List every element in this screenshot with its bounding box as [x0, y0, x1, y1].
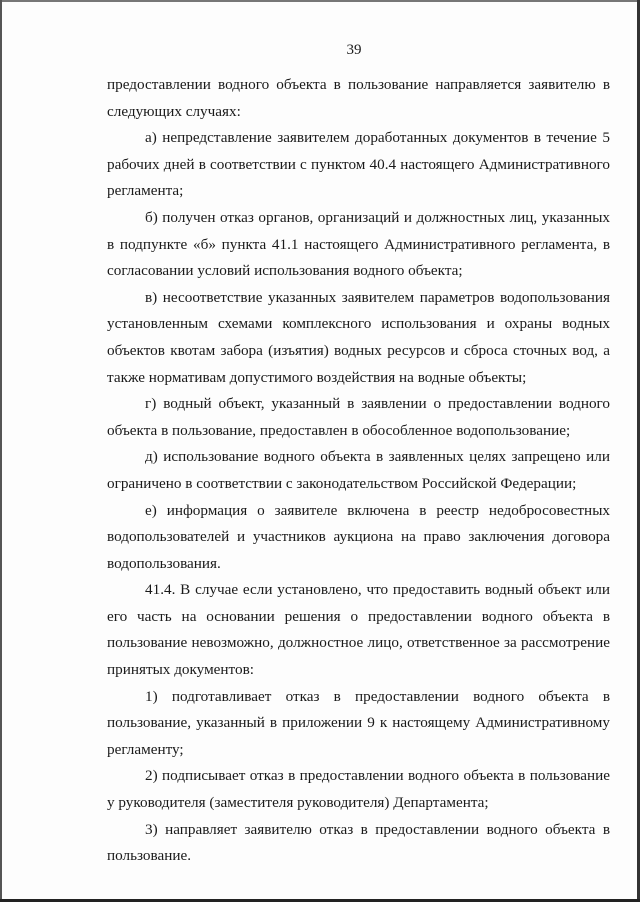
paragraph-item-d: д) использование водного объекта в заявленных целях запрещено или ограничено в соответствии с законодательством Российской Федерации; [107, 448, 610, 492]
paragraph-item-b: б) получен отказ органов, организаций и должностных лиц, указанных в подпункте «б» пункта 41.1 настоящего Административного регламента, в согласовании условий использования водного объекта; [107, 208, 610, 280]
paragraph-item-v: в) несоответствие указанных заявителем параметров водопользования установленным схемами комплексного использования и охраны водных объектов квотам забора (изъятия) водных ресурсов и сброса сточных вод, а также нормативам допустимого воздействия на водные объекты; [107, 288, 610, 386]
document-body [107, 72, 610, 870]
paragraph-intro-continuation: предоставлении водного объекта в пользование направляется заявителю в следующих случаях: [107, 76, 610, 120]
paragraph-41-4: 41.4. В случае если установлено, что предоставить водный объект или его часть на основании решения о предоставлении водного объекта в пользование невозможно, должностное лицо, ответственное за рассмотрение принятых документов: [107, 581, 610, 679]
page-number: 39 [346, 42, 362, 58]
paragraph-item-e: е) информация о заявителе включена в реестр недобросовестных водопользователей и участников аукциона на право заключения договора водопользования. [107, 501, 610, 572]
paragraph-item-g: г) водный объект, указанный в заявлении о предоставлении водного объекта в пользование, предоставлен в обособленное водопользование; [107, 395, 610, 439]
paragraph-step-1: 1) подготавливает отказ в предоставлении водного объекта в пользование, указанный в приложении 9 к настоящему Административному регламенту; [107, 687, 610, 758]
paragraph-item-a: а) непредставление заявителем доработанных документов в течение 5 рабочих дней в соответствии с пунктом 40.4 настоящего Административного регламента; [107, 129, 610, 200]
paragraph-step-2: 2) подписывает отказ в предоставлении водного объекта в пользование у руководителя (заместителя руководителя) Департамента; [107, 767, 610, 812]
paragraph-step-3: 3) направляет заявителю отказ в предоставлении водного объекта в пользование. [107, 820, 610, 865]
